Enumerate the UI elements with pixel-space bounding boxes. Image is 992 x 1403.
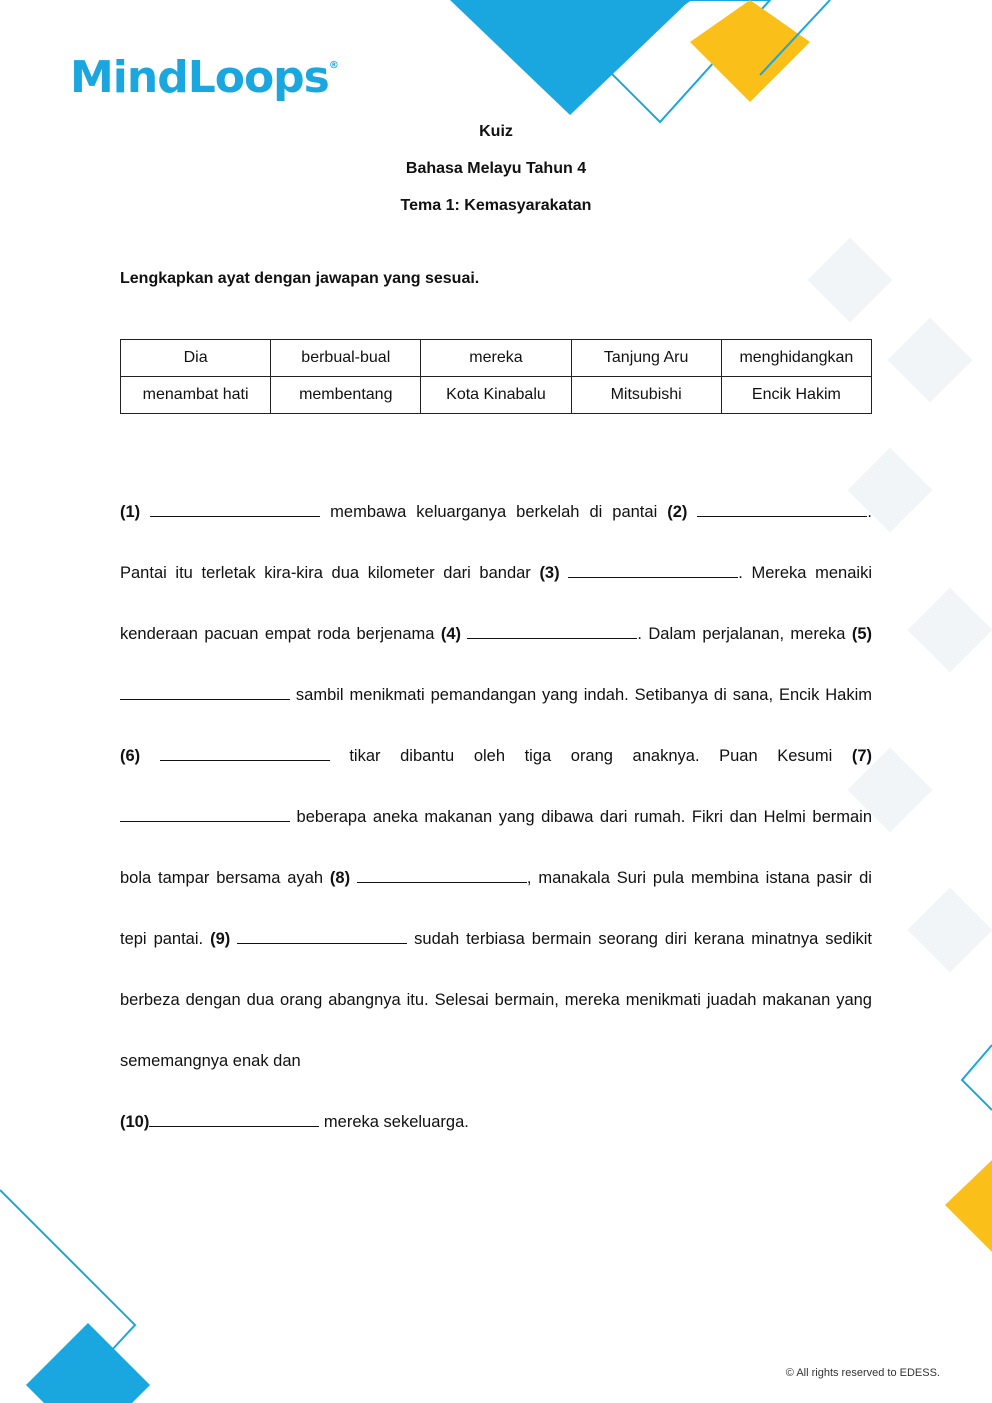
word-cell: Tanjung Aru bbox=[571, 340, 721, 377]
copyright-footer: © All rights reserved to EDESS. bbox=[785, 1367, 940, 1379]
passage-text: sudah terbiasa bermain seorang diri kerana minatnya sedikit berbeza dengan dua orang abangnya itu. Selesai bermain, mereka menikmati juadah makanan yang sememangnya enak dan bbox=[120, 930, 872, 1070]
passage-text: . Mereka menaiki kenderaan pacuan empat roda berjenama bbox=[120, 564, 872, 643]
question-number: (2) bbox=[667, 503, 688, 521]
passage-text: beberapa aneka makanan yang dibawa dari rumah. Fikri dan Helmi bermain bola tampar bersama ayah bbox=[120, 808, 872, 887]
passage-text: sambil menikmati pemandangan yang indah. Setibanya di sana, Encik Hakim bbox=[290, 686, 872, 704]
question-number: (4) bbox=[440, 625, 462, 643]
answer-blank[interactable] bbox=[237, 929, 407, 944]
answer-blank[interactable] bbox=[160, 746, 330, 761]
answer-blank[interactable] bbox=[568, 563, 738, 578]
passage-text: . Pantai itu terletak kira-kira dua kilometer dari bandar bbox=[120, 503, 872, 582]
word-cell: berbual-bual bbox=[271, 340, 421, 377]
passage-text: , manakala Suri pula membina istana pasir di tepi pantai. bbox=[120, 869, 872, 948]
subject-title: Bahasa Melayu Tahun 4 bbox=[405, 160, 587, 177]
question-number: (3) bbox=[539, 564, 560, 582]
answer-blank[interactable] bbox=[120, 807, 290, 822]
question-number: (5) bbox=[851, 625, 872, 643]
question-number: (1) bbox=[120, 503, 141, 521]
word-cell: Mitsubishi bbox=[571, 377, 721, 414]
table-row bbox=[121, 340, 872, 377]
quiz-title: Kuiz bbox=[479, 123, 513, 140]
instruction-text: Lengkapkan ayat dengan jawapan yang sesuai. bbox=[120, 270, 480, 287]
question-number: (6) bbox=[120, 747, 141, 765]
fill-in-passage bbox=[120, 482, 872, 1153]
question-number: (10) bbox=[120, 1113, 150, 1131]
answer-blank[interactable] bbox=[697, 502, 867, 517]
answer-blank[interactable] bbox=[120, 685, 290, 700]
mindloops-logo: MindLoops® bbox=[70, 52, 338, 103]
answer-blank[interactable] bbox=[150, 502, 320, 517]
answer-blank[interactable] bbox=[467, 624, 637, 639]
word-cell: mereka bbox=[421, 340, 571, 377]
word-cell: menghidangkan bbox=[721, 340, 871, 377]
word-cell: Encik Hakim bbox=[721, 377, 871, 414]
word-cell: Dia bbox=[121, 340, 271, 377]
answer-blank[interactable] bbox=[357, 868, 527, 883]
word-cell: menambat hati bbox=[121, 377, 271, 414]
question-number: (8) bbox=[329, 869, 351, 887]
table-row bbox=[121, 377, 872, 414]
question-number: (7) bbox=[851, 747, 872, 765]
passage-text: . Dalam perjalanan, mereka bbox=[637, 625, 852, 643]
passage-text: tikar dibantu oleh tiga orang anaknya. Puan Kesumi bbox=[329, 747, 852, 765]
passage-text: membawa keluarganya berkelah di pantai bbox=[320, 503, 668, 521]
word-cell: membentang bbox=[271, 377, 421, 414]
theme-title: Tema 1: Kemasyarakatan bbox=[400, 197, 592, 214]
passage-text: mereka sekeluarga. bbox=[319, 1113, 469, 1131]
word-cell: Kota Kinabalu bbox=[421, 377, 571, 414]
word-bank-table bbox=[120, 339, 872, 414]
answer-blank[interactable] bbox=[149, 1112, 319, 1127]
question-number: (9) bbox=[210, 930, 231, 948]
